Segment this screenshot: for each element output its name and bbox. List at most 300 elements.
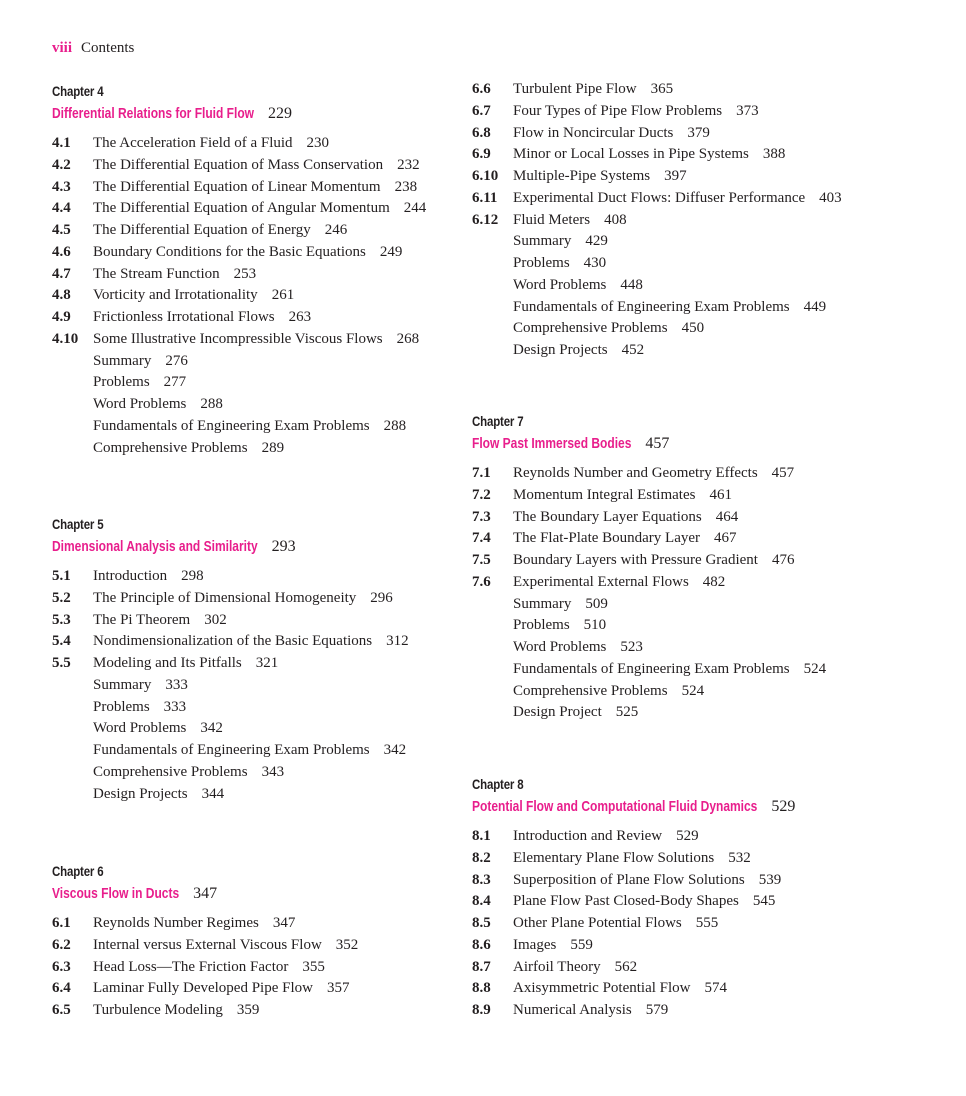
running-title: Contents (81, 40, 135, 56)
section-title-line (513, 507, 738, 529)
section-title: Summary (513, 595, 572, 612)
chapter-page: 529 (771, 798, 796, 815)
section-title: Laminar Fully Developed Pipe Flow (93, 980, 313, 997)
section-title-line (93, 264, 256, 286)
section-title: Design Project (513, 704, 602, 721)
toc-entry (52, 675, 472, 697)
toc-entry (472, 913, 952, 935)
section-page: 333 (165, 676, 188, 693)
section-page: 232 (397, 156, 420, 173)
section-title-line (93, 351, 188, 373)
section-number: 4.10 (52, 330, 79, 347)
section-title: Problems (93, 698, 150, 715)
section-number: 7.3 (472, 508, 491, 525)
section-title: Nondimensionalization of the Basic Equations (93, 633, 373, 650)
section-page: 452 (621, 342, 645, 358)
section-number: 4.7 (52, 265, 71, 282)
section-number: 8.5 (472, 915, 491, 931)
section-page: 321 (255, 655, 279, 671)
section-title: Fundamentals of Engineering Exam Problems (513, 298, 790, 315)
section-title-line (513, 826, 699, 848)
toc-entry (472, 615, 952, 637)
page-number: viii (52, 40, 73, 56)
chapter-page: 457 (645, 435, 670, 452)
section-title: Modeling and Its Pitfalls (93, 655, 242, 671)
toc-entry (52, 285, 472, 307)
toc-entry (472, 891, 952, 913)
section-number: 7.6 (472, 573, 491, 590)
section-title-line (93, 675, 188, 697)
section-page: 288 (383, 417, 407, 434)
toc-entry (52, 935, 472, 957)
chapter-block (472, 773, 952, 1022)
chapter-title-row (52, 535, 472, 559)
section-title-line (93, 566, 204, 588)
toc-entry (52, 718, 472, 740)
toc-entry (472, 463, 952, 485)
section-title: Images (513, 936, 557, 953)
section-title-line (513, 144, 785, 166)
section-title: Summary (513, 233, 572, 250)
section-number: 6.7 (472, 102, 491, 119)
section-number: 6.9 (472, 146, 491, 163)
chapter-block (52, 860, 472, 1022)
section-title: The Pi Theorem (93, 611, 191, 628)
section-page: 532 (728, 849, 751, 866)
section-number: 8.4 (472, 893, 491, 910)
toc-entry (52, 957, 472, 979)
section-title-line (93, 653, 278, 675)
toc-entry (472, 978, 952, 1000)
toc-entry (472, 528, 952, 550)
section-page: 312 (386, 633, 409, 650)
section-title-line (513, 166, 687, 188)
section-page: 524 (803, 660, 827, 677)
toc-entry (472, 681, 952, 703)
toc-entry (52, 1000, 472, 1022)
section-title-line (93, 610, 227, 632)
running-header (52, 40, 134, 57)
section-number: 6.12 (472, 211, 499, 228)
toc-entry (52, 329, 472, 351)
section-page: 298 (181, 568, 204, 584)
chapter-title-row (472, 432, 952, 456)
chapter-label: Chapter 4 (52, 83, 104, 99)
section-title-line (513, 659, 826, 681)
section-page: 448 (620, 276, 643, 293)
chapter-title: Viscous Flow in Ducts (52, 885, 180, 902)
section-page: 355 (302, 958, 325, 975)
section-number: 4.5 (52, 222, 71, 238)
section-title: The Flat-Plate Boundary Layer (513, 530, 701, 547)
section-title-line (93, 242, 402, 264)
section-title: Turbulence Modeling (93, 1002, 223, 1018)
section-title: Problems (513, 255, 570, 271)
toc-entry (52, 372, 472, 394)
section-page: 403 (819, 189, 842, 206)
section-number: 5.5 (52, 655, 71, 671)
section-title: Word Problems (93, 396, 187, 412)
chapter-block (472, 79, 952, 362)
section-page: 230 (306, 135, 330, 151)
section-title-line (513, 615, 606, 637)
section-number: 7.1 (472, 465, 491, 481)
section-title: Design Projects (93, 785, 188, 802)
section-title: Multiple-Pipe Systems (513, 168, 651, 184)
section-title-line (513, 231, 608, 253)
section-number: 8.8 (472, 980, 491, 997)
section-number: 6.10 (472, 168, 499, 184)
section-title: Fundamentals of Engineering Exam Problems (513, 660, 790, 677)
section-title-line (513, 637, 643, 659)
toc-entry (52, 307, 472, 329)
section-page: 359 (236, 1002, 260, 1018)
toc-entry (52, 133, 472, 155)
section-title: Boundary Layers with Pressure Gradient (513, 552, 758, 568)
section-title: Experimental Duct Flows: Diffuser Performance (513, 189, 806, 206)
section-number: 7.5 (472, 552, 491, 568)
section-number: 8.2 (472, 849, 491, 866)
section-number: 4.2 (52, 156, 71, 173)
section-page: 450 (681, 320, 705, 337)
section-page: 529 (676, 828, 699, 844)
toc-entry (52, 242, 472, 264)
section-page: 276 (165, 352, 188, 369)
section-title: The Differential Equation of Energy (93, 222, 311, 238)
section-title-line (513, 528, 737, 550)
toc-entry (472, 123, 952, 145)
toc-entry (52, 631, 472, 653)
chapter-page: 293 (271, 538, 296, 555)
section-number: 4.3 (52, 178, 71, 195)
section-title-line (93, 1000, 259, 1022)
section-title-line (513, 978, 727, 1000)
section-title-line (93, 935, 358, 957)
section-page: 574 (704, 980, 727, 997)
section-page: 296 (370, 589, 393, 606)
section-title-line (513, 485, 732, 507)
section-title: Fundamentals of Engineering Exam Problems (93, 417, 370, 434)
toc-entry (472, 957, 952, 979)
section-number: 4.6 (52, 243, 71, 260)
section-page: 365 (650, 81, 674, 97)
section-title-line (513, 1000, 668, 1022)
section-page: 347 (272, 915, 296, 931)
section-page: 246 (324, 222, 348, 238)
section-number: 5.3 (52, 611, 71, 628)
toc-entry (472, 870, 952, 892)
section-page: 289 (261, 439, 285, 456)
section-title: Design Projects (513, 342, 608, 358)
section-title: Summary (93, 676, 152, 693)
section-number: 7.2 (472, 486, 491, 503)
section-page: 342 (383, 742, 407, 758)
section-page: 342 (200, 720, 223, 737)
toc-entry (52, 394, 472, 416)
toc-entry (52, 264, 472, 286)
chapter-block (52, 80, 472, 459)
section-title-line (513, 101, 759, 123)
toc-entry (472, 231, 952, 253)
toc-entry (52, 438, 472, 460)
section-title: Fundamentals of Engineering Exam Problems (93, 742, 370, 758)
chapter-title: Flow Past Immersed Bodies (472, 435, 632, 452)
section-page: 430 (583, 255, 607, 271)
toc-entry (52, 220, 472, 242)
section-page: 268 (396, 330, 420, 347)
section-title: Comprehensive Problems (93, 439, 248, 456)
toc-entry (472, 253, 952, 275)
section-title: Introduction and Review (513, 828, 663, 844)
section-page: 373 (736, 102, 759, 119)
toc-entry (52, 155, 472, 177)
chapter-page: 347 (193, 885, 218, 902)
section-page: 545 (752, 893, 776, 910)
section-page: 379 (687, 124, 710, 141)
section-number: 8.6 (472, 936, 491, 953)
section-title: The Differential Equation of Linear Momentum (93, 178, 381, 195)
section-title-line (513, 275, 643, 297)
section-number: 7.4 (472, 530, 491, 547)
section-title: Head Loss—The Friction Factor (93, 958, 289, 975)
toc-entry (472, 101, 952, 123)
section-title: Turbulent Pipe Flow (513, 81, 637, 97)
section-title-line (93, 285, 294, 307)
section-title-line (513, 463, 794, 485)
section-page: 476 (771, 552, 795, 568)
toc-entry (472, 188, 952, 210)
section-page: 429 (585, 233, 608, 250)
section-title: The Acceleration Field of a Fluid (93, 135, 293, 151)
section-title-line (93, 394, 223, 416)
section-title-line (93, 198, 426, 220)
section-page: 261 (271, 287, 295, 304)
toc-entry (472, 572, 952, 594)
section-title: Summary (93, 352, 152, 369)
section-title-line (513, 870, 781, 892)
section-title: Word Problems (513, 639, 607, 655)
section-page: 464 (715, 508, 739, 525)
section-page: 562 (614, 958, 638, 975)
section-title: Momentum Integral Estimates (513, 486, 696, 503)
section-title-line (93, 220, 347, 242)
section-page: 344 (201, 785, 225, 802)
section-number: 6.5 (52, 1002, 71, 1018)
toc-entry (52, 416, 472, 438)
section-number: 8.7 (472, 958, 491, 975)
section-title-line (513, 550, 794, 572)
section-page: 263 (288, 309, 312, 325)
section-title: Numerical Analysis (513, 1002, 632, 1018)
section-page: 333 (163, 698, 187, 715)
section-title-line (513, 79, 673, 101)
toc-entry (472, 485, 952, 507)
section-title-line (93, 978, 349, 1000)
section-title: The Boundary Layer Equations (513, 508, 702, 525)
toc-entry (472, 826, 952, 848)
toc-entry (52, 198, 472, 220)
section-title-line (513, 913, 718, 935)
section-title: Plane Flow Past Closed-Body Shapes (513, 893, 739, 910)
toc-entry (472, 594, 952, 616)
section-page: 277 (163, 374, 187, 391)
section-number: 6.1 (52, 915, 71, 931)
section-title-line (93, 307, 311, 329)
chapter-title: Dimensional Analysis and Similarity (52, 538, 258, 555)
section-title-line (93, 718, 223, 740)
section-number: 4.9 (52, 309, 71, 325)
section-title-line (513, 681, 704, 703)
section-title-line (93, 957, 325, 979)
section-title-line (93, 133, 329, 155)
section-page: 249 (379, 243, 403, 260)
section-title-line (513, 935, 593, 957)
toc-entry (472, 166, 952, 188)
section-number: 6.8 (472, 124, 491, 141)
section-page: 397 (664, 168, 687, 184)
toc-entry (472, 550, 952, 572)
section-number: 5.2 (52, 589, 71, 606)
section-page: 579 (645, 1002, 669, 1018)
section-number: 8.1 (472, 828, 491, 844)
toc-entry (472, 507, 952, 529)
chapter-label: Chapter 8 (472, 776, 524, 792)
section-page: 408 (604, 211, 627, 228)
toc-entry (472, 848, 952, 870)
section-title-line (513, 210, 627, 232)
section-page: 523 (620, 639, 643, 655)
chapter-title-row (52, 102, 472, 126)
section-title: The Differential Equation of Mass Conservation (93, 156, 384, 173)
toc-entry (52, 978, 472, 1000)
toc-entry (52, 740, 472, 762)
section-title-line (513, 188, 842, 210)
section-title-line (513, 340, 644, 362)
toc-entry (472, 275, 952, 297)
chapter-title-row (52, 882, 472, 906)
section-title-line (513, 572, 725, 594)
section-page: 288 (200, 396, 223, 412)
toc-entry (472, 702, 952, 724)
toc-entry (472, 935, 952, 957)
chapter-block (472, 410, 952, 724)
section-number: 6.6 (472, 81, 491, 97)
section-page: 302 (204, 611, 227, 628)
section-number: 5.4 (52, 633, 71, 650)
section-title: Minor or Local Losses in Pipe Systems (513, 146, 749, 163)
toc-entry (472, 297, 952, 319)
section-title: Word Problems (513, 276, 607, 293)
chapter-title: Potential Flow and Computational Fluid Dynamics (472, 798, 758, 815)
section-page: 524 (681, 682, 705, 699)
section-title: Fluid Meters (513, 211, 591, 228)
section-number: 8.9 (472, 1002, 491, 1018)
section-title: Comprehensive Problems (93, 763, 248, 780)
section-title: Four Types of Pipe Flow Problems (513, 102, 723, 119)
section-number: 4.4 (52, 200, 71, 217)
section-title-line (513, 891, 775, 913)
section-page: 357 (326, 980, 350, 997)
toc-entry (52, 784, 472, 806)
section-page: 244 (403, 200, 427, 217)
section-title: Some Illustrative Incompressible Viscous Flows (93, 330, 383, 347)
section-title: Elementary Plane Flow Solutions (513, 849, 715, 866)
section-title-line (93, 416, 406, 438)
section-page: 510 (583, 617, 607, 634)
chapter-page: 229 (268, 105, 292, 122)
toc-entry (52, 351, 472, 373)
section-page: 559 (570, 936, 593, 953)
chapter-block (52, 513, 472, 805)
section-title: Other Plane Potential Flows (513, 915, 682, 931)
toc-entry (52, 588, 472, 610)
section-page: 343 (261, 763, 285, 780)
section-title-line (513, 297, 826, 319)
section-title-line (93, 155, 420, 177)
section-title: The Principle of Dimensional Homogeneity (93, 589, 357, 606)
section-title: The Differential Equation of Angular Momentum (93, 200, 390, 217)
section-title: Word Problems (93, 720, 187, 737)
section-title-line (93, 177, 417, 199)
section-title-line (93, 372, 186, 394)
section-title: Vorticity and Irrotationality (93, 287, 258, 304)
section-title-line (513, 957, 637, 979)
section-number: 6.11 (472, 189, 498, 206)
toc-entry (472, 210, 952, 232)
toc-entry (472, 144, 952, 166)
section-title-line (93, 740, 406, 762)
section-title-line (513, 253, 606, 275)
toc-entry (52, 913, 472, 935)
section-title: Superposition of Plane Flow Solutions (513, 871, 745, 888)
section-number: 4.8 (52, 287, 71, 304)
chapter-title: Differential Relations for Fluid Flow (52, 105, 255, 122)
section-number: 4.1 (52, 135, 71, 151)
toc-entry (472, 659, 952, 681)
toc-entry (52, 177, 472, 199)
section-page: 388 (762, 146, 786, 163)
section-number: 5.1 (52, 568, 71, 584)
toc-entry (52, 566, 472, 588)
section-page: 449 (803, 298, 827, 315)
section-page: 482 (702, 573, 726, 590)
section-title-line (93, 762, 284, 784)
section-number: 6.4 (52, 980, 71, 997)
section-page: 461 (709, 486, 732, 503)
section-page: 555 (695, 915, 719, 931)
toc-entry (472, 79, 952, 101)
section-title-line (93, 784, 224, 806)
section-title: Frictionless Irrotational Flows (93, 309, 275, 325)
toc-entry (472, 1000, 952, 1022)
toc-entry (52, 610, 472, 632)
section-page: 352 (335, 936, 359, 953)
toc-entry (472, 340, 952, 362)
section-title: Introduction (93, 568, 168, 584)
section-title-line (513, 123, 710, 145)
section-page: 457 (771, 465, 795, 481)
section-number: 6.2 (52, 936, 71, 953)
section-title: Internal versus External Viscous Flow (93, 936, 322, 953)
section-title: Experimental External Flows (513, 573, 689, 590)
toc-entry (52, 762, 472, 784)
toc-entry (472, 637, 952, 659)
section-title: The Stream Function (93, 265, 220, 282)
section-title-line (93, 438, 284, 460)
section-title: Axisymmetric Potential Flow (513, 980, 691, 997)
section-title: Reynolds Number Regimes (93, 915, 259, 931)
section-title: Airfoil Theory (513, 958, 601, 975)
